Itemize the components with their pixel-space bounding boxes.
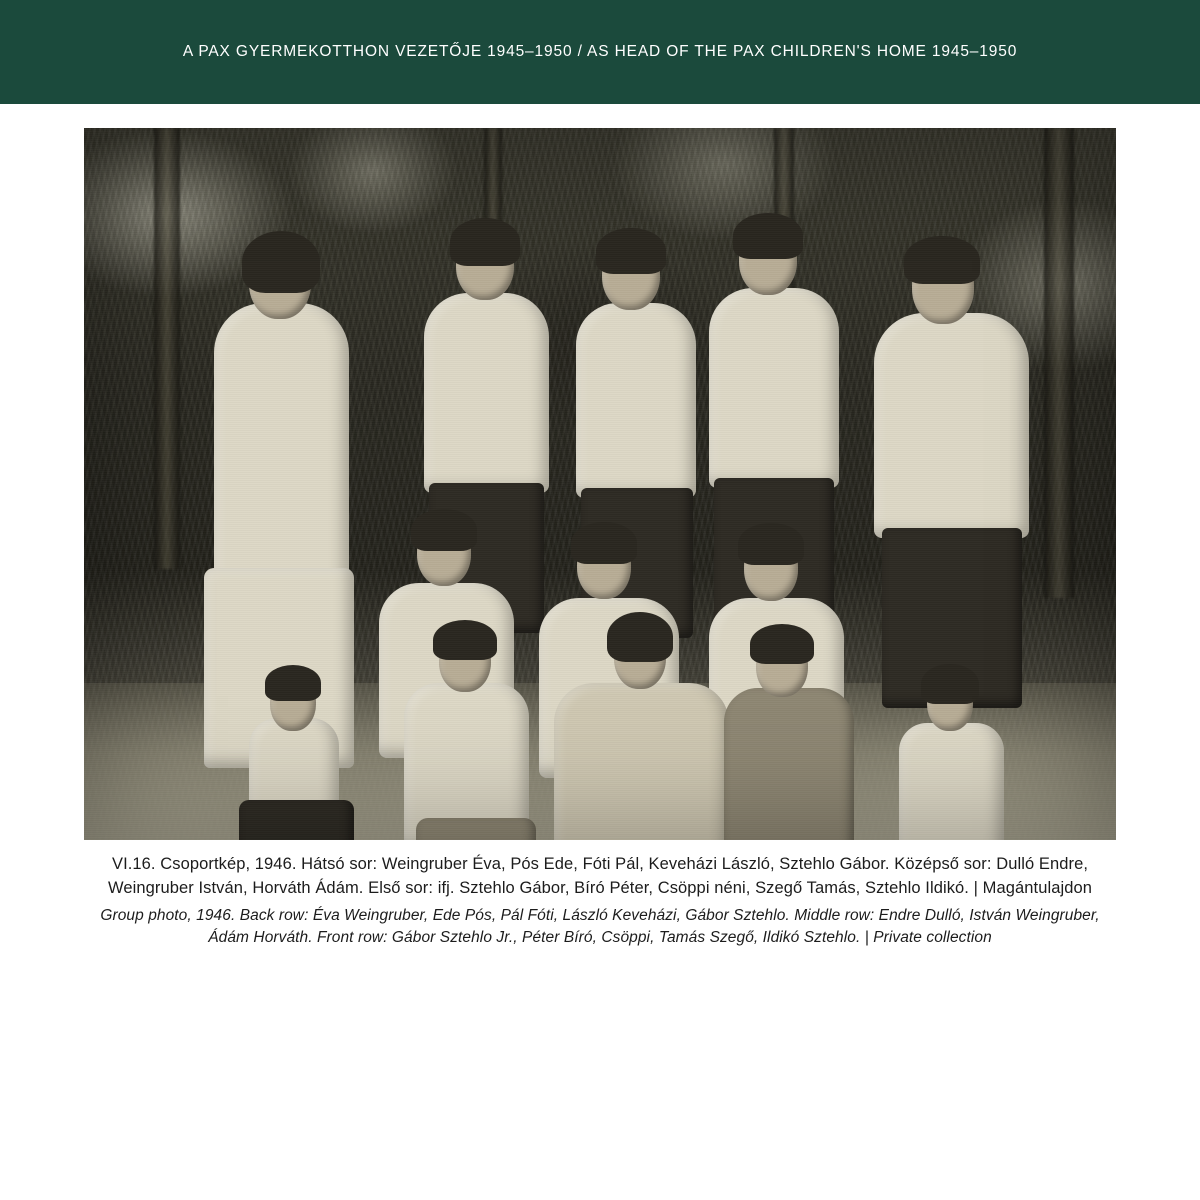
figure-caption-hungarian: VI.16. Csoportkép, 1946. Hátsó sor: Weingruber Éva, Pós Ede, Fóti Pál, Keveházi László, Sztehlo Gábor. Középső sor: Dulló Endre, Weingruber István, Horváth Ádám. Első sor: ifj. Sztehlo Gábor, Bíró Péter, Csöppi néni, Szegő Tamás, Sztehlo Ildikó. | Magántulajdon [108,855,1092,897]
page-header-band [0,0,1200,104]
tree-trunk-icon [154,128,180,569]
figure-block [84,128,1116,950]
figure-caption-english: Group photo, 1946. Back row: Éva Weingruber, Ede Pós, Pál Fóti, László Keveházi, Gábor Sztehlo. Middle row: Endre Dulló, István Weingruber, Ádám Horváth. Front row: Gábor Sztehlo Jr., Péter Bíró, Csöppi, Tamás Szegő, Ildikó Sztehlo. | Private collection [100,906,1100,947]
tree-trunk-icon [1044,128,1074,598]
page-header-title: A PAX GYERMEKOTTHON VEZETŐJE 1945–1950 / AS HEAD OF THE PAX CHILDREN'S HOME 1945–1950 [182,43,1018,60]
figure-caption [84,853,1116,950]
group-photo [84,128,1116,840]
